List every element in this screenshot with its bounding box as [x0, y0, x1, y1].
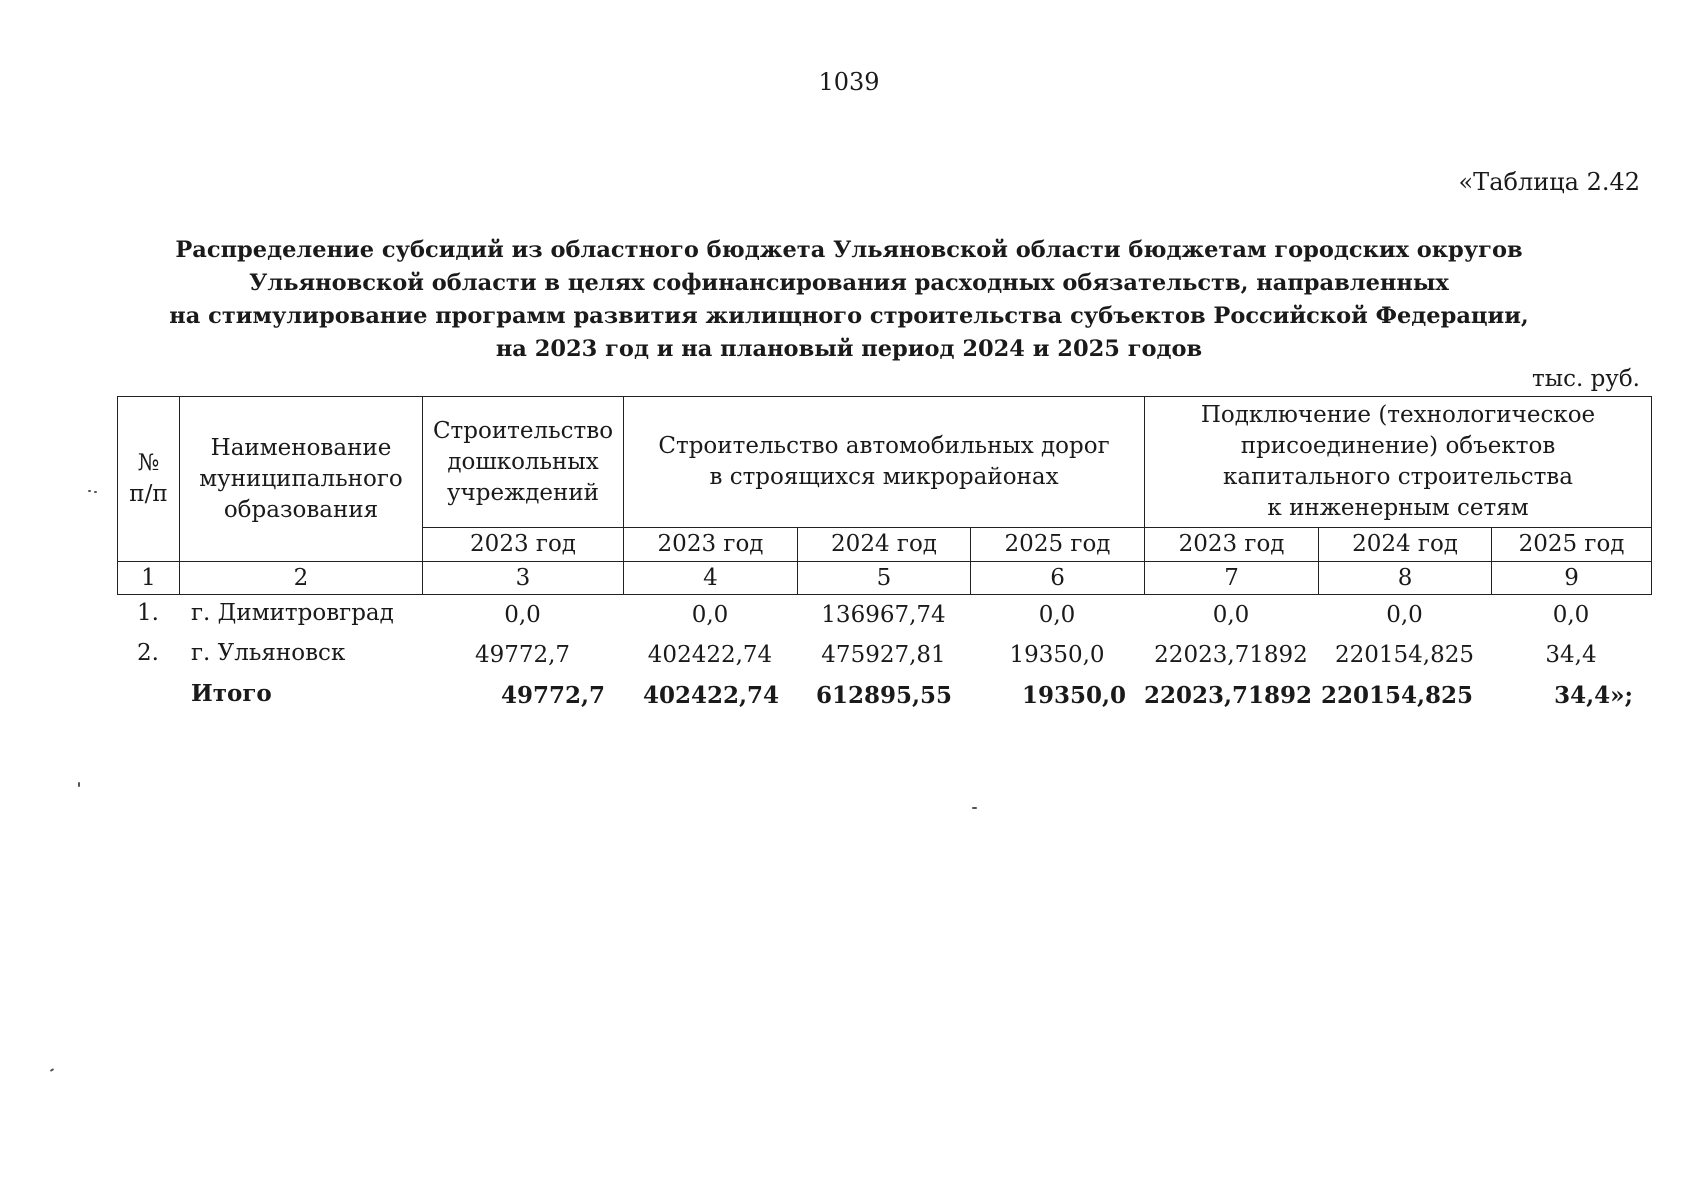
scan-speck	[94, 491, 97, 493]
header-year: 2025 год	[1492, 528, 1652, 562]
subsidy-table-header	[117, 396, 1652, 595]
value-cell: 136967,74	[821, 602, 946, 628]
header-connection-line: присоединение) объектов	[1240, 433, 1556, 459]
value-cell: 475927,81	[821, 642, 946, 668]
value-cell: 0,0	[1386, 602, 1423, 628]
total-value: 402422,74	[642, 682, 779, 709]
header-num-line: п/п	[129, 481, 168, 507]
header-year: 2023 год	[1145, 528, 1319, 562]
header-preschool-line: дошкольных	[447, 448, 599, 475]
table-row	[117, 600, 1651, 640]
column-number: 8	[1319, 562, 1492, 595]
header-roads-line: в строящихся микрорайонах	[709, 464, 1059, 490]
value-cell: 19350,0	[1009, 642, 1105, 668]
header-connection-line: Подключение (технологическое	[1200, 402, 1596, 428]
subsidy-table-body	[117, 600, 1651, 720]
page-number: 1039	[818, 68, 880, 96]
header-connection	[1145, 397, 1652, 528]
scan-speck	[972, 807, 977, 809]
municipality-name: г. Димитровград	[191, 600, 394, 626]
total-value: 49772,7	[500, 682, 605, 709]
value-cell: 34,4	[1545, 642, 1597, 668]
column-number: 6	[971, 562, 1145, 595]
scan-speck	[88, 490, 91, 492]
total-row	[117, 680, 1651, 720]
total-value: 34,4»;	[1554, 682, 1633, 709]
column-number: 1	[118, 562, 180, 595]
header-year: 2023 год	[624, 528, 798, 562]
scan-speck	[78, 782, 80, 787]
header-preschool	[423, 397, 624, 528]
header-connection-line: к инженерным сетям	[1267, 495, 1529, 521]
value-cell: 0,0	[691, 602, 729, 628]
header-roads-line: Строительство автомобильных дорог	[658, 433, 1110, 459]
header-num-line: №	[137, 450, 160, 476]
title-line: Распределение субсидий из областного бюджета Ульяновской области бюджетам городских округов	[175, 237, 1523, 263]
document-title	[150, 234, 1548, 366]
total-value: 19350,0	[1021, 682, 1126, 709]
table-reference: «Таблица 2.42	[1458, 168, 1640, 196]
scan-speck	[50, 1068, 54, 1072]
title-line: Ульяновской области в целях софинансирования расходных обязательств, направленных	[249, 270, 1449, 296]
column-number: 5	[798, 562, 971, 595]
value-cell: 220154,825	[1334, 642, 1474, 668]
row-number: 1.	[137, 600, 159, 626]
header-roads	[624, 397, 1145, 528]
title-line: на стимулирование программ развития жилищного строительства субъектов Российской Федерации,	[169, 303, 1529, 329]
municipality-name: г. Ульяновск	[191, 640, 346, 666]
header-preschool-line: учреждений	[447, 479, 599, 506]
title-line: на 2023 год и на плановый период 2024 и 2025 годов	[495, 336, 1203, 362]
header-year: 2023 год	[423, 528, 624, 562]
header-year: 2024 год	[1319, 528, 1492, 562]
row-number: 2.	[137, 640, 159, 666]
value-cell: 22023,71892	[1154, 642, 1308, 668]
value-cell: 402422,74	[647, 642, 773, 668]
header-connection-line: капитального строительства	[1223, 464, 1573, 490]
header-year: 2025 год	[971, 528, 1145, 562]
header-name-line: образования	[223, 496, 379, 523]
column-number: 4	[624, 562, 798, 595]
total-value: 220154,825	[1320, 682, 1473, 709]
value-cell: 0,0	[1212, 602, 1250, 628]
column-number: 9	[1492, 562, 1652, 595]
value-cell: 49772,7	[474, 642, 571, 668]
total-value: 22023,71892	[1144, 682, 1313, 709]
total-value: 612895,55	[815, 682, 952, 709]
table-row	[117, 640, 1651, 680]
value-cell: 0,0	[1038, 602, 1076, 628]
header-num	[118, 397, 180, 562]
total-label: Итого	[191, 680, 272, 707]
header-name	[180, 397, 423, 562]
header-name-line: муниципального	[199, 465, 403, 492]
value-cell: 0,0	[504, 602, 541, 628]
column-number: 3	[423, 562, 624, 595]
header-preschool-line: Строительство	[432, 417, 614, 444]
column-number: 2	[180, 562, 423, 595]
total-num-empty	[117, 680, 179, 720]
units-label: тыс. руб.	[1532, 366, 1640, 392]
value-cell: 0,0	[1552, 602, 1590, 628]
header-year: 2024 год	[798, 528, 971, 562]
column-number: 7	[1145, 562, 1319, 595]
header-name-line: Наименование	[210, 434, 392, 461]
